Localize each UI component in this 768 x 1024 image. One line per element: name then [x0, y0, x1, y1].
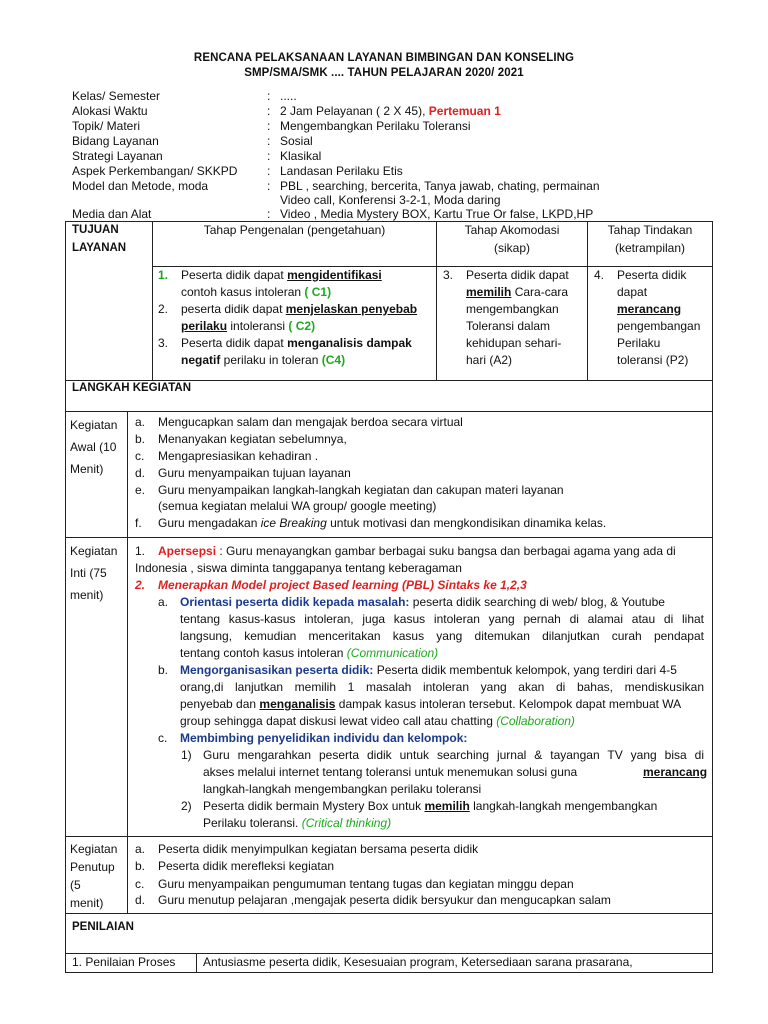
col-head-akomodasi: Tahap Akomodasi	[464, 223, 560, 237]
inti-step-c1: Guru mengarahkan peserta didik untuk searching jurnal & tayangan TV yang bisa di	[203, 748, 704, 762]
penilaian-heading: PENILAIAN	[72, 921, 134, 933]
col-head-akomodasi-sub: (sikap)	[493, 241, 530, 255]
penilaian-proses-label: 1. Penilaian Proses	[72, 955, 176, 969]
tindakan-text: Peserta didik	[617, 268, 687, 282]
penutup-item-d: Guru menutup pelajaran ,mengajak peserta didik bersyukur dan mengucapkan salam	[158, 893, 611, 907]
doc-title-line2: SMP/SMA/SMK .... TAHUN PELAJARAN 2020/ 2021	[244, 67, 524, 79]
pengenalan-item-3: Peserta didik dapat menganalisis dampak	[181, 336, 412, 350]
awal-item-b: Menanyakan kegiatan sebelumnya,	[158, 432, 347, 446]
col-head-tindakan-sub: (ketrampilan)	[614, 241, 686, 255]
akomodasi-text: Peserta didik dapat	[466, 268, 569, 282]
pengenalan-item-2: peserta didik dapat menjelaskan penyebab	[181, 302, 418, 316]
penilaian-proses-text: Antusiasme peserta didik, Kesesuaian program, Ketersediaan sarana prasarana,	[203, 955, 633, 969]
awal-label: Kegiatan Awal (10 Menit)	[70, 418, 118, 476]
pengenalan-item-1: Peserta didik dapat mengidentifikasi	[181, 268, 382, 282]
awal-item-c: Mengapresiasikan kehadiran .	[158, 449, 319, 463]
inti-step-organisasi: Mengorganisasikan peserta didik: Peserta didik membentuk kelompok, yang terdiri dari 4-5	[180, 663, 677, 677]
penutup-item-b: Peserta didik merefleksi kegiatan	[158, 859, 335, 873]
inti-step-c2: Peserta didik bermain Mystery Box untuk memilih langkah-langkah mengembangkan	[203, 799, 658, 813]
inti-apersepsi: Apersepsi : Guru menayangkan gambar berbagai suku bangsa dan berbagai agama yang ada di	[158, 544, 676, 558]
col-head-tindakan: Tahap Tindakan	[607, 223, 693, 237]
pertemuan-label: Pertemuan 1	[428, 104, 501, 118]
penutup-label: Kegiatan Penutup (5 menit)	[70, 842, 118, 910]
inti-step-membimbing: Membimbing penyelidikan individu dan kelompok:	[180, 731, 468, 745]
penutup-item-c: Guru menyampaikan pengumuman tentang tugas dan kegiatan minggu depan	[158, 877, 574, 891]
table-border-left	[65, 221, 66, 973]
inti-step-orientasi: Orientasi peserta didik kepada masalah: peserta didik searching di web/ blog, & Youtube	[180, 595, 665, 609]
langkah-kegiatan-heading: LANGKAH KEGIATAN	[72, 382, 192, 394]
table-border-right	[712, 221, 713, 973]
awal-item-d: Guru menyampaikan tujuan layanan	[158, 466, 351, 480]
doc-title-line1: RENCANA PELAKSANAAN LAYANAN BIMBINGAN DAN KONSELING	[193, 52, 575, 64]
awal-item-a: Mengucapkan salam dan mengajak berdoa secara virtual	[158, 415, 463, 429]
tujuan-label-1: TUJUAN	[72, 224, 119, 236]
awal-item-f: Guru mengadakan ice Breaking untuk motivasi dan mengkondisikan dinamika kelas.	[158, 516, 607, 530]
penutup-item-a: Peserta didik menyimpulkan kegiatan bersama peserta didik	[158, 842, 479, 856]
inti-label: Kegiatan Inti (75 menit)	[70, 544, 118, 602]
col-head-pengenalan: Tahap Pengenalan (pengetahuan)	[203, 223, 386, 237]
awal-item-e: Guru menyampaikan langkah-langkah kegiatan dan cakupan materi layanan	[158, 483, 564, 497]
document-page: RENCANA PELAKSANAAN LAYANAN BIMBINGAN DAN KONSELING SMP/SMA/SMK .... TAHUN PELAJARAN 2020/ 2021 Kelas/ Semester : ..... Alokasi Waktu : 2 Jam Pelayanan ( 2 X 45), Pertemuan 1 Topik/ Materi : Mengembangkan Perilaku Toleransi Bidang Layanan : Sosial Strategi Layanan : Klasikal Aspek Perkembangan/ SKKPD : Landasan Perilaku Etis Model dan Metode, moda : PBL , searching, bercerita, Tanya jawab, chating, permainan Video call, Konferensi 3-2-1, Moda daring Media dan Alat : Video , Media Mystery BOX, Kartu True Or false, LKPD,HP TUJUAN LAYANAN Tahap Pengenalan (pengetahuan) Tahap Akomodasi (sikap) Tahap Tindakan (ketrampilan) 1. Peserta didik dapat mengidentifikasi contoh kasus intoleran ( C1) 2. peserta didik dapat menjelaskan penyebab perilaku intoleransi ( C2) 3. Peserta didik dapat menganalisis dampak negatif perilaku in toleran (C4) 3. Peserta didik dapat memilih Cara-cara mengembangkan Toleransi dalam kehidupan sehari- hari (A2) 4. Peserta didik dapat merancang pengembangan Perilaku toleransi (P2) LANGKAH KEGIATAN Kegiatan Awal (10 Menit) a. Mengucapkan salam dan mengajak berdoa secara virtual b. Menanyakan kegiatan sebelumnya, c. Mengapresiasikan kehadiran . d. Guru menyampaikan tujuan layanan e. Guru menyampaikan langkah-langkah kegiatan dan cakupan materi layanan (semua kegiatan melalui WA group/ google meeting) f. Guru mengadakan ice Breaking untuk motivasi dan mengkondisikan dinamika kelas. Kegiatan Inti (75 menit) 1. Apersepsi : Guru menayangkan gambar berbagai suku bangsa dan berbagai agama yang ada di Indonesia , siswa diminta tanggapanya tentang keberagaman 2. Menerapkan Model project Based learning (PBL) Sintaks ke 1,2,3 a. Orientasi peserta didik kepada masalah: peserta didik searching di web/ blog, & Youtube tentang kasus-kasus intoleran, juga kasus intoleran yang pernah di alamai atau di lihat langsung, kemudian menceritakan kasus yang ditemukan dilanjutkan curah pendapat tentang contoh kasus intoleran (Communication) b. Mengorganisasikan peserta didik: Peserta didik membentuk kelompok, yang terdiri dari 4-5 orang,di lanjutkan memilih 1 masalah intoleran yang akan di bahas, mendiskusikan penyebab dan menganalisis dampak kasus intoleran tersebut. Kelompok dapat membuat WA group sehingga dapat diskusi lewat video call atau chatting (Collaboration) c. Membimbing penyelidikan individu dan kelompok: 1) Guru mengarahkan peserta didik untuk searching jurnal & tayangan TV yang bisa di akses melalui internet tentang toleransi untuk menemukan solusi guna merancang langkah-langkah mengembangkan perilaku toleransi 2) Peserta didik bermain Mystery Box untuk memilih langkah-langkah mengembangkan Perilaku toleransi. (Critical thinking) Kegiatan Penutup (5 menit) a. Peserta didik menyimpulkan kegiatan bersama peserta didik b. Peserta didik merefleksi kegiatan c. Guru menyampaikan pengumuman tentang tugas dan kegiatan minggu depan d. Guru menutup pelajaran ,mengajak peserta didik bersyukur dan mengucapkan salam PENILAIAN 1. Penilaian Proses Antusiasme peserta didik, Kesesuaian program, Ketersediaan sarana prasarana,	[0, 0, 768, 1024]
tujuan-label-2: LAYANAN	[72, 242, 127, 254]
inti-model-pbl: Menerapkan Model project Based learning (PBL) Sintaks ke 1,2,3	[158, 578, 527, 592]
